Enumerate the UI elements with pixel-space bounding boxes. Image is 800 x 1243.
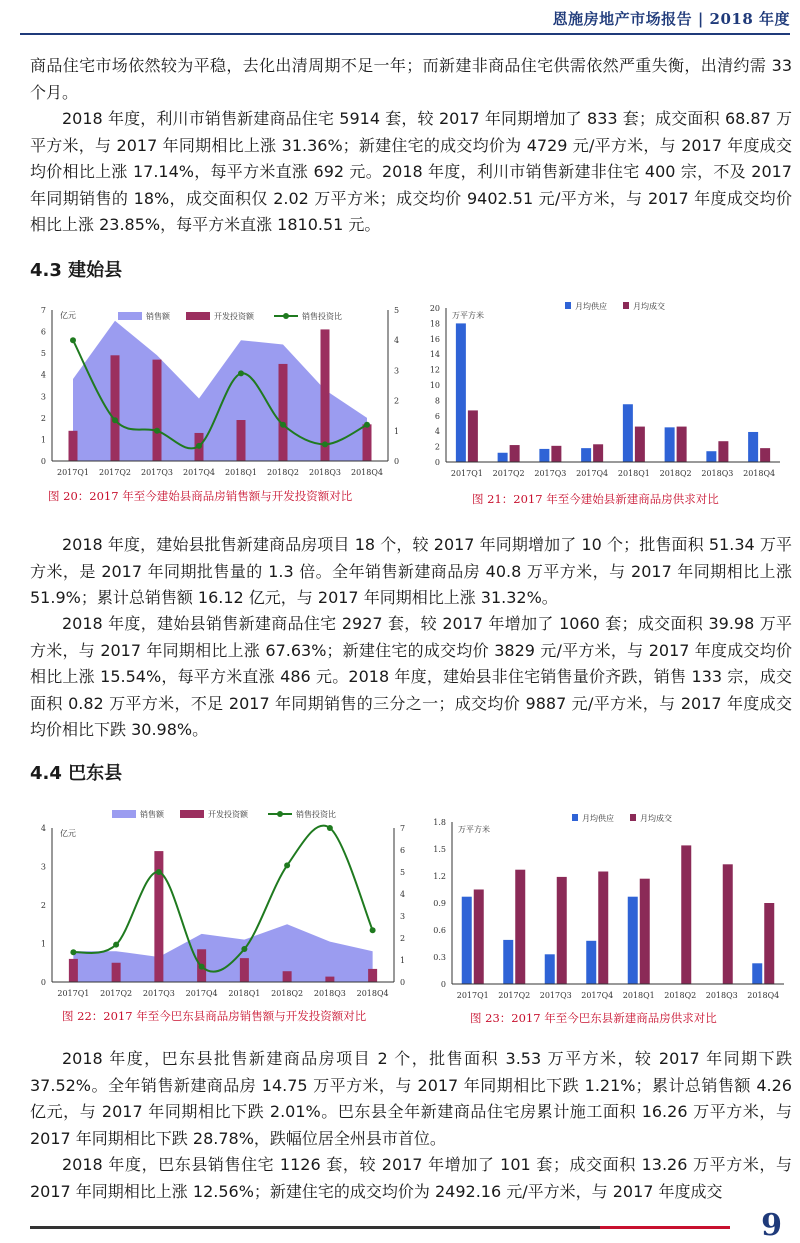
supply-bar <box>752 963 762 984</box>
y-tick: 0.3 <box>433 953 446 962</box>
y-tick: 1.5 <box>433 845 446 854</box>
y-tick: 0 <box>434 458 440 467</box>
x-tick-label: 2018Q4 <box>356 989 389 998</box>
deal-bar <box>593 444 603 462</box>
supply-bar <box>748 432 758 462</box>
y-tick-left: 2 <box>40 901 46 910</box>
figure-20-chart <box>30 296 410 481</box>
ratio-point <box>70 949 76 955</box>
deal-bar <box>510 445 520 462</box>
footer-accent <box>600 1226 730 1229</box>
deal-bar <box>635 427 645 462</box>
figure-20-caption: 图 20：2017 年至今建始县商品房销售额与开发投资额对比 <box>48 489 353 503</box>
x-tick-label: 2018Q2 <box>266 468 300 477</box>
legend-label-invest: 开发投资额 <box>208 810 248 819</box>
y-tick-right: 5 <box>394 306 400 315</box>
deal-bar <box>474 890 484 985</box>
supply-bar <box>665 427 675 462</box>
x-tick-label: 2018Q1 <box>622 991 655 1000</box>
legend-label: 月均供应 <box>575 302 607 311</box>
deal-bar <box>718 441 728 462</box>
paragraph-badong-sales: 2018 年度，巴东县销售住宅 1126 套，较 2017 年增加了 101 套；成交面积 13.26 万平方米，与 2017 年同期相比上涨 12.56%；新建住宅的成交均价为 2492.16 元/平方米，与 2017 年度成交 <box>30 1155 792 1201</box>
y-tick-left: 7 <box>40 306 46 315</box>
legend-swatch-sales <box>112 810 136 818</box>
deal-bar <box>468 410 478 462</box>
x-tick-label: 2017Q1 <box>450 469 483 478</box>
ratio-point <box>70 337 76 343</box>
invest-bar <box>363 424 372 461</box>
x-tick-label: 2017Q2 <box>100 989 133 998</box>
y-tick: 0.6 <box>433 926 446 935</box>
legend-label-ratio: 销售投资比 <box>296 810 336 819</box>
supply-bar <box>539 449 549 462</box>
x-tick-label: 2017Q2 <box>498 991 531 1000</box>
y-tick: 12 <box>429 365 440 375</box>
y-tick: 8 <box>434 396 440 406</box>
legend-swatch-sales <box>118 312 142 320</box>
y-tick-left: 3 <box>40 392 46 402</box>
supply-bar <box>623 404 633 462</box>
y-tick-right: 3 <box>394 366 400 376</box>
legend-label: 月均成交 <box>633 302 665 311</box>
figure-21-chart <box>420 296 790 481</box>
figure-23-svg <box>420 808 795 1004</box>
x-tick-label: 2017Q2 <box>492 469 525 478</box>
deal-bar <box>681 845 691 984</box>
paragraph-jianshi-sales: 2018 年度，建始县销售新建商品住宅 2927 套，较 2017 年增加了 1060 套；成交面积 39.98 万平方米，与 2017 年同期相比上涨 67.63%；新建住宅的成交均价 3829 元/平方米，与 2017 年度成交均价相比上涨 15.54%，每平方米直涨 486 元。2018 年度，建始县非住宅销售量价齐跌，销售 133 宗，成交面积 0.82 万平方米，不足 2017 年同期销售的三分之一；成交均价 9887 元/平方米，与 2017 年度成交均价相比下跌 30.98%。 <box>30 614 792 739</box>
unit-label: 万平方米 <box>452 311 484 320</box>
y-tick-right: 4 <box>400 890 406 899</box>
legend-swatch <box>630 814 636 821</box>
page-number: 9 <box>761 1208 782 1243</box>
y-tick: 1.8 <box>433 818 446 827</box>
legend-label-sales: 销售额 <box>140 810 164 819</box>
x-tick-label: 2017Q4 <box>576 469 609 478</box>
legend-label: 月均供应 <box>582 814 614 823</box>
deal-bar <box>557 877 567 984</box>
unit-label: 亿元 <box>60 829 76 838</box>
x-tick-label: 2017Q2 <box>98 468 132 477</box>
y-tick-left: 3 <box>40 862 46 872</box>
x-tick-label: 2017Q3 <box>539 991 572 1000</box>
x-tick-label: 2017Q3 <box>142 989 175 998</box>
y-tick-right: 0 <box>400 978 406 987</box>
invest-bar <box>321 329 330 461</box>
supply-bar <box>503 940 513 984</box>
figure-21-caption: 图 21：2017 年至今建始县新建商品房供求对比 <box>472 492 719 506</box>
unit-label: 万平方米 <box>458 825 490 834</box>
ratio-point <box>113 942 119 948</box>
figure-23-chart <box>420 808 795 1004</box>
y-tick: 4 <box>434 427 440 437</box>
y-tick-right: 4 <box>394 336 400 346</box>
supply-bar <box>581 448 591 462</box>
ratio-point <box>196 443 202 449</box>
legend-label-invest: 开发投资额 <box>214 312 254 321</box>
x-tick-label: 2017Q4 <box>185 989 218 998</box>
ratio-point <box>238 370 244 376</box>
y-tick: 1.2 <box>433 872 446 881</box>
invest-bar <box>69 959 78 982</box>
legend-swatch <box>565 302 571 309</box>
legend-marker-ratio <box>277 811 283 817</box>
legend-label: 月均成交 <box>640 814 672 823</box>
ratio-point <box>199 964 205 970</box>
y-tick: 0 <box>440 980 446 989</box>
y-tick-right: 5 <box>400 868 406 877</box>
deal-bar <box>640 879 650 984</box>
y-tick-right: 2 <box>400 934 406 943</box>
ratio-point <box>241 946 247 952</box>
x-tick-label: 2018Q3 <box>701 469 734 478</box>
invest-bar <box>111 355 120 461</box>
x-tick-label: 2018Q2 <box>664 991 697 1000</box>
y-tick-left: 4 <box>40 824 46 833</box>
y-tick-left: 6 <box>40 327 46 337</box>
ratio-point <box>280 422 286 428</box>
deal-bar <box>760 448 770 462</box>
invest-bar <box>112 963 121 982</box>
deal-bar <box>764 903 774 984</box>
supply-bar <box>586 941 596 984</box>
ratio-point <box>327 825 333 831</box>
x-tick-label: 2018Q4 <box>743 469 776 478</box>
y-tick-right: 1 <box>394 426 400 436</box>
page-header <box>0 0 800 36</box>
y-tick-left: 4 <box>40 370 46 380</box>
supply-bar <box>628 897 638 984</box>
y-tick: 10 <box>429 381 440 390</box>
x-tick-label: 2018Q1 <box>617 469 650 478</box>
x-tick-label: 2018Q3 <box>705 991 738 1000</box>
section-heading-badong: 4.4 巴东县 <box>30 763 123 784</box>
y-tick-left: 0 <box>40 457 46 466</box>
x-tick-label: 2017Q3 <box>534 469 567 478</box>
x-tick-label: 2017Q1 <box>456 991 489 1000</box>
figure-22-svg <box>30 804 415 1004</box>
x-tick-label: 2018Q1 <box>224 468 258 477</box>
invest-bar <box>240 958 249 982</box>
y-tick-right: 2 <box>394 396 400 406</box>
x-tick-label: 2017Q4 <box>581 991 614 1000</box>
y-tick: 16 <box>429 334 440 344</box>
x-tick-label: 2017Q4 <box>182 468 216 477</box>
supply-bar <box>498 453 508 462</box>
legend-label-ratio: 销售投资比 <box>302 312 342 321</box>
figure-22-caption: 图 22：2017 年至今巴东县商品房销售额与开发投资额对比 <box>62 1009 367 1023</box>
paragraph-lichuan-sales: 2018 年度，利川市销售新建商品住宅 5914 套，较 2017 年同期增加了 833 套；成交面积 68.87 万平方米，与 2017 年同期相比上涨 31.36%；新建住宅的成交均价为 4729 元/平方米，与 2017 年度成交均价相比上涨 17.14%，每平方米直涨 692 元。2018 年度，利川市销售新建非住宅 400 宗，不及 2017 年同期销售的 18%，成交面积仅 2.02 万平方米；成交均价 9402.51 元/平方米，与 2017 年度成交均价相比上涨 23.85%，每平方米直涨 1810.51 元。 <box>30 109 792 234</box>
invest-bar <box>69 431 78 461</box>
y-tick-right: 0 <box>394 457 400 466</box>
figure-21-svg <box>420 296 790 481</box>
report-title: 恩施房地产市场报告 | 2018 年度 <box>552 10 790 28</box>
x-tick-label: 2018Q2 <box>659 469 692 478</box>
paragraph-badong-approval: 2018 年度，巴东县批售新建商品房项目 2 个，批售面积 3.53 万平方米，较 2017 年同期下跌 37.52%。全年销售新建商品房 14.75 万平方米，与 2017 年同期相比下跌 1.21%；累计总销售额 4.26 亿元，与 2017 年同期相比下跌 2.01%。巴东县全年新建商品住宅房累计施工面积 16.26 万平方米，与 2017 年同期相比下跌 28.78%，跌幅位居全州县市首位。 <box>30 1049 792 1148</box>
x-tick-label: 2017Q1 <box>57 989 90 998</box>
paragraph-jianshi-approval: 2018 年度，建始县批售新建商品房项目 18 个，较 2017 年同期增加了 10 个；批售面积 51.34 万平方米，是 2017 年同期批售量的 1.3 倍。全年销售新建商品房 40.8 万平方米，与 2017 年同期相比上涨 51.9%；累计总销售额 16.12 亿元，与 2017 年同期相比上涨 31.32%。 <box>30 535 792 607</box>
y-tick-right: 6 <box>400 846 406 855</box>
y-tick-right: 3 <box>400 912 406 921</box>
x-tick-label: 2018Q3 <box>308 468 342 477</box>
x-tick-label: 2017Q1 <box>56 468 90 477</box>
ratio-point <box>370 927 376 933</box>
paragraph-lichuan-summary: 商品住宅市场依然较为平稳，去化出清周期不足一年；而新建非商品住宅供需依然严重失衡，出清约需 33 个月。 <box>30 56 792 102</box>
supply-bar <box>456 323 466 462</box>
x-tick-label: 2018Q2 <box>271 989 304 998</box>
deal-bar <box>723 864 733 984</box>
deal-bar <box>598 872 608 985</box>
y-tick-right: 1 <box>400 956 406 965</box>
ratio-point <box>156 869 162 875</box>
x-tick-label: 2018Q4 <box>747 991 780 1000</box>
ratio-point <box>112 417 118 423</box>
y-tick-right: 7 <box>400 824 406 833</box>
supply-bar <box>706 451 716 462</box>
y-tick-left: 5 <box>40 349 46 359</box>
deal-bar <box>677 427 687 462</box>
invest-bar <box>325 977 334 982</box>
y-tick: 14 <box>429 350 440 360</box>
legend-swatch <box>572 814 578 821</box>
section-heading-jianshi: 4.3 建始县 <box>30 260 123 281</box>
invest-bar <box>153 360 162 461</box>
header-rule <box>20 33 790 35</box>
x-tick-label: 2017Q3 <box>140 468 174 477</box>
figure-23-caption: 图 23：2017 年至今巴东县新建商品房供求对比 <box>470 1011 717 1025</box>
deal-bar <box>515 870 525 984</box>
ratio-point <box>322 441 328 447</box>
ratio-point <box>364 422 370 428</box>
legend-swatch-invest <box>186 312 210 320</box>
supply-bar <box>545 954 555 984</box>
ratio-point <box>284 862 290 868</box>
legend-swatch-invest <box>180 810 204 818</box>
y-tick-left: 1 <box>40 435 46 445</box>
invest-bar <box>283 971 292 982</box>
y-tick-left: 2 <box>40 413 46 423</box>
legend-label-sales: 销售额 <box>146 312 170 321</box>
y-tick: 18 <box>429 319 440 329</box>
x-tick-label: 2018Q3 <box>313 989 346 998</box>
figure-22-chart <box>30 804 415 1004</box>
invest-bar <box>279 364 288 461</box>
y-tick: 20 <box>429 304 440 313</box>
y-tick-left: 1 <box>40 939 46 949</box>
legend-marker-ratio <box>283 313 289 319</box>
deal-bar <box>551 446 561 462</box>
y-tick: 6 <box>434 411 440 421</box>
figure-20-svg <box>30 296 410 481</box>
invest-bar <box>237 420 246 461</box>
ratio-point <box>154 428 160 434</box>
legend-swatch <box>623 302 629 309</box>
y-tick-left: 0 <box>40 978 46 987</box>
y-tick: 2 <box>434 442 440 452</box>
x-tick-label: 2018Q4 <box>350 468 384 477</box>
supply-bar <box>462 897 472 984</box>
invest-bar <box>368 969 377 982</box>
unit-label: 亿元 <box>60 311 76 320</box>
y-tick: 0.9 <box>433 899 446 908</box>
x-tick-label: 2018Q1 <box>228 989 261 998</box>
